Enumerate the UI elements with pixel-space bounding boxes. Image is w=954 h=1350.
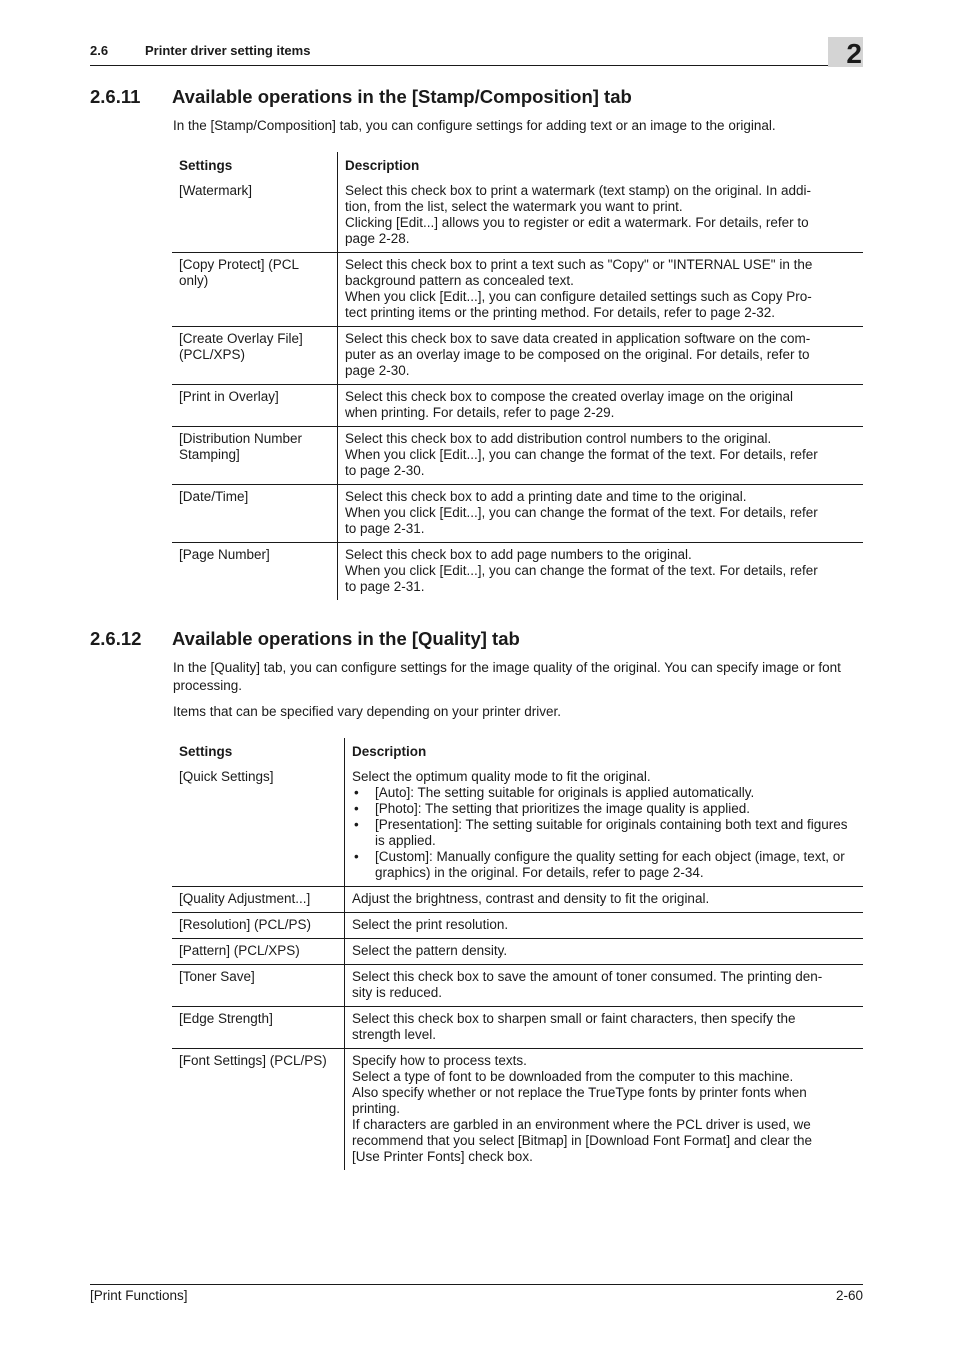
section-heading-2-6-11 xyxy=(90,86,632,108)
header-section-number: 2.6 xyxy=(90,43,109,58)
description-line: When you click [Edit...], you can change the format of the text. For details, refer xyxy=(345,563,818,578)
bullet-item: • [Photo]: The setting that prioritizes the image quality is applied. xyxy=(352,801,856,817)
setting-cell: [Date/Time] xyxy=(172,485,338,543)
page-number: 2-60 xyxy=(835,1288,863,1303)
description-line: Select this check box to sharpen small or faint characters, then specify the xyxy=(352,1011,796,1026)
stamp-composition-settings-table xyxy=(172,152,863,600)
column-header-description: Description xyxy=(345,158,420,173)
table-row xyxy=(172,1049,863,1171)
description-cell xyxy=(345,1007,864,1049)
bullet-item: • [Presentation]: The setting suitable for originals containing both text and figures is applied. xyxy=(352,817,856,849)
description-line: Select this check box to compose the created overlay image on the original xyxy=(345,389,793,404)
description-cell xyxy=(338,427,864,485)
setting-cell: [Quick Settings] xyxy=(172,765,345,887)
setting-cell: [Watermark] xyxy=(172,179,338,253)
description-line: when printing. For details, refer to page 2-29. xyxy=(345,405,615,420)
description-line: Clicking [Edit...] allows you to register or edit a watermark. For details, refer to xyxy=(345,215,809,230)
description-line: Select this check box to add a printing date and time to the original. xyxy=(345,489,747,504)
setting-cell: [Create Overlay File] (PCL/XPS) xyxy=(172,327,338,385)
description-line: sity is reduced. xyxy=(352,985,443,1000)
description-line: When you click [Edit...], you can change the format of the text. For details, refer xyxy=(345,447,818,462)
section-heading-2-6-12 xyxy=(90,628,520,650)
description-cell xyxy=(338,253,864,327)
description-line: Select this check box to save the amount of toner consumed. The printing den- xyxy=(352,969,823,984)
column-header-description: Description xyxy=(352,744,427,759)
section-title: Available operations in the [Quality] tab xyxy=(172,628,520,649)
chapter-badge: 2 xyxy=(828,37,863,67)
description-line: Select this check box to save data created in application software on the com- xyxy=(345,331,811,346)
description-line: to page 2-31. xyxy=(345,579,425,594)
description-line: background pattern as concealed text. xyxy=(345,273,574,288)
description-line: Adjust the brightness, contrast and density to fit the original. xyxy=(352,891,710,906)
description-line: strength level. xyxy=(352,1027,437,1042)
column-header-settings: Settings xyxy=(172,152,338,179)
description-line: Select the print resolution. xyxy=(352,917,509,932)
description-line: If characters are garbled in an environment where the PCL driver is used, we xyxy=(352,1117,811,1132)
description-cell xyxy=(345,913,864,939)
description-line: printing. xyxy=(352,1101,401,1116)
description-line: page 2-28. xyxy=(345,231,410,246)
setting-cell: [Distribution Number Stamping] xyxy=(172,427,338,485)
description-line: puter as an overlay image to be composed on the original. For details, refer to xyxy=(345,347,810,362)
description-line: tect printing items or the printing method. For details, refer to page 2-32. xyxy=(345,305,775,320)
setting-cell: [Resolution] (PCL/PS) xyxy=(172,913,345,939)
description-line: to page 2-31. xyxy=(345,521,425,536)
section-number: 2.6.12 xyxy=(90,628,142,649)
description-line: Select this check box to print a watermark (text stamp) on the original. In addi- xyxy=(345,183,811,198)
table-row xyxy=(172,887,863,913)
table-row xyxy=(172,179,863,253)
description-cell xyxy=(338,327,864,385)
table-row xyxy=(172,939,863,965)
setting-cell: [Pattern] (PCL/XPS) xyxy=(172,939,345,965)
section-note: Items that can be specified vary depending on your printer driver. xyxy=(173,704,561,719)
description-line: Select the pattern density. xyxy=(352,943,508,958)
footer-title: [Print Functions] xyxy=(90,1288,188,1303)
setting-cell: [Font Settings] (PCL/PS) xyxy=(172,1049,345,1171)
setting-cell: [Print in Overlay] xyxy=(172,385,338,427)
setting-cell: [Copy Protect] (PCL only) xyxy=(172,253,338,327)
table-row xyxy=(172,427,863,485)
description-cell xyxy=(345,939,864,965)
section-intro: In the [Quality] tab, you can configure settings for the image quality of the original. You can specify image or font processing. xyxy=(173,660,841,693)
setting-cell: [Quality Adjustment...] xyxy=(172,887,345,913)
table-body xyxy=(172,179,863,600)
table-row xyxy=(172,327,863,385)
description-line: tion, from the list, select the watermark you want to print. xyxy=(345,199,683,214)
column-header-settings: Settings xyxy=(172,738,345,765)
description-line: Select this check box to print a text such as "Copy" or "INTERNAL USE" in the xyxy=(345,257,813,272)
setting-cell: [Page Number] xyxy=(172,543,338,601)
description-cell xyxy=(338,543,864,601)
description-line: Select this check box to add page numbers to the original. xyxy=(345,547,692,562)
description-line: Also specify whether or not replace the TrueType fonts by printer fonts when xyxy=(352,1085,807,1100)
description-line: When you click [Edit...], you can change the format of the text. For details, refer xyxy=(345,505,818,520)
description-line: Select this check box to add distribution control numbers to the original. xyxy=(345,431,772,446)
table-row xyxy=(172,385,863,427)
setting-cell: [Toner Save] xyxy=(172,965,345,1007)
table-row xyxy=(172,485,863,543)
table-row xyxy=(172,913,863,939)
description-line: Specify how to process texts. xyxy=(352,1053,527,1068)
bullet-item: • [Auto]: The setting suitable for originals is applied automatically. xyxy=(352,785,856,801)
description-cell xyxy=(345,965,864,1007)
section-title: Available operations in the [Stamp/Composition] tab xyxy=(172,86,632,107)
table-header-row xyxy=(172,738,863,765)
bullet-item: • [Custom]: Manually configure the quality setting for each object (image, text, or graphics) in the original. For details, refer to page 2-34. xyxy=(352,849,856,881)
bullet-list xyxy=(352,785,856,881)
description-line: Select a type of font to be downloaded from the computer to this machine. xyxy=(352,1069,794,1084)
description-cell xyxy=(338,179,864,253)
description-line: When you click [Edit...], you can configure detailed settings such as Copy Pro- xyxy=(345,289,812,304)
setting-cell: [Edge Strength] xyxy=(172,1007,345,1049)
description-lead: Select the optimum quality mode to fit the original. xyxy=(352,769,651,784)
quality-settings-table xyxy=(172,738,863,1170)
table-row xyxy=(172,1007,863,1049)
description-line: page 2-30. xyxy=(345,363,410,378)
section-number: 2.6.11 xyxy=(90,86,141,107)
description-line: recommend that you select [Bitmap] in [Download Font Format] and clear the xyxy=(352,1133,812,1148)
table-row xyxy=(172,253,863,327)
table-row xyxy=(172,765,863,887)
table-header-row xyxy=(172,152,863,179)
description-line: [Use Printer Fonts] check box. xyxy=(352,1149,533,1164)
description-cell xyxy=(345,765,864,887)
running-header xyxy=(90,40,863,66)
description-cell xyxy=(338,485,864,543)
table-row xyxy=(172,965,863,1007)
description-line: to page 2-30. xyxy=(345,463,425,478)
header-section-title: Printer driver setting items xyxy=(145,43,311,58)
table-body xyxy=(172,765,863,1170)
page-footer xyxy=(90,1284,863,1303)
description-cell xyxy=(345,1049,864,1171)
description-cell xyxy=(338,385,864,427)
description-cell xyxy=(345,887,864,913)
table-row xyxy=(172,543,863,601)
section-intro: In the [Stamp/Composition] tab, you can configure settings for adding text or an image to the original. xyxy=(173,118,776,133)
